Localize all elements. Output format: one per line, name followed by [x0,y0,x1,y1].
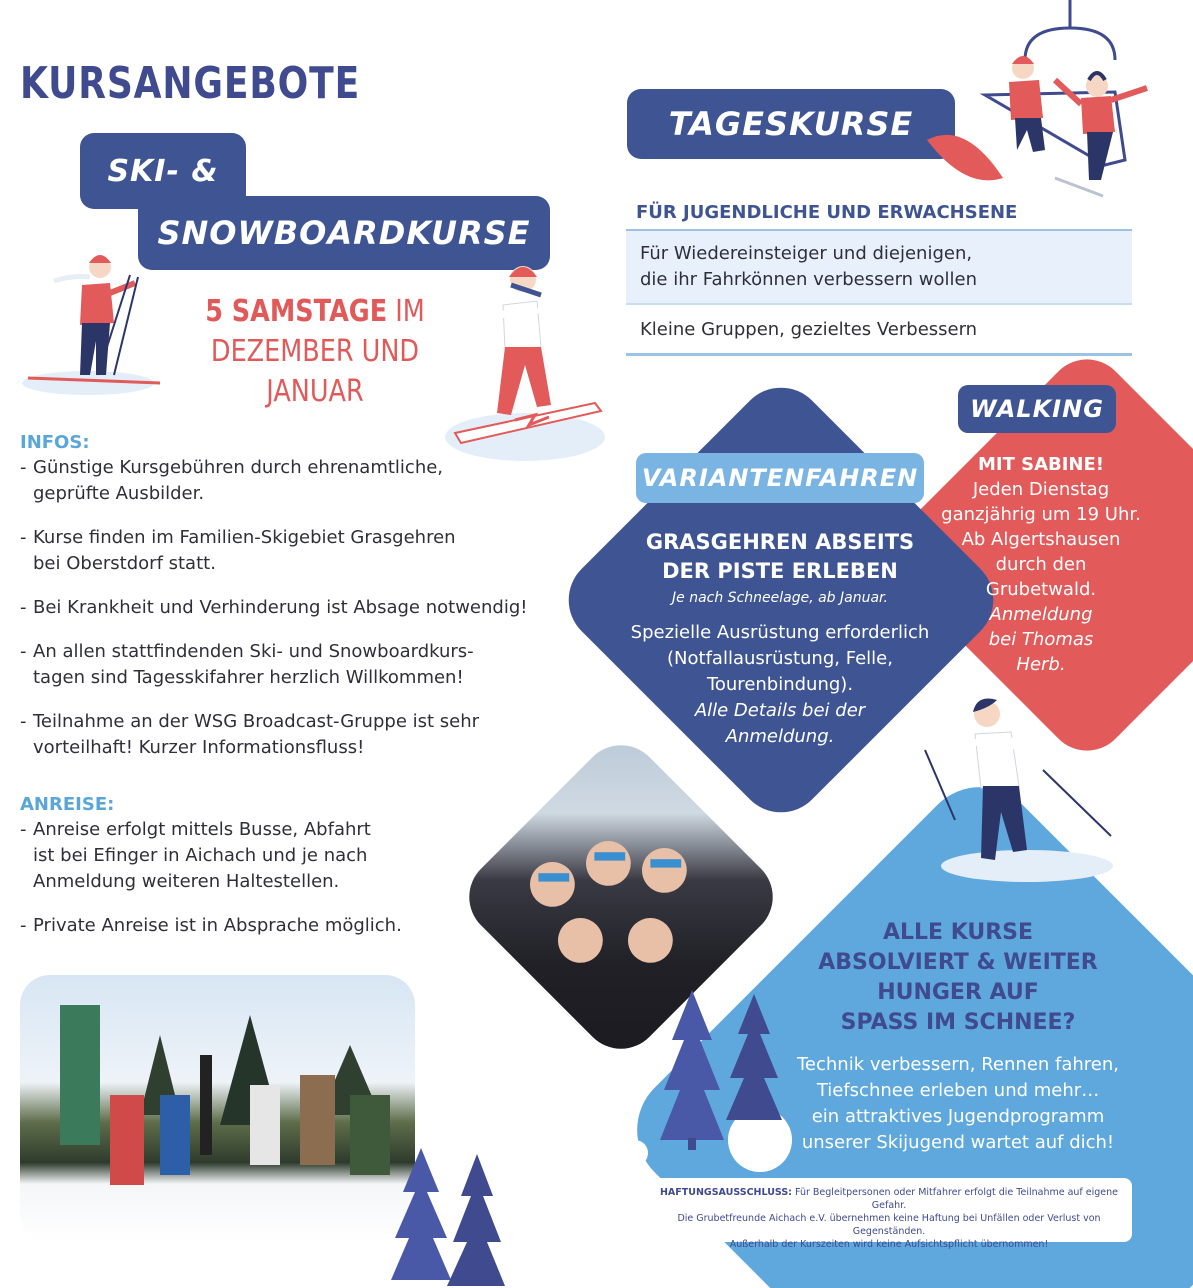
nordic-walker-illustration [915,690,1115,890]
samstage-months: DEZEMBER UND JANUAR [210,334,420,409]
tageskurse-label: TAGESKURSE [627,89,955,159]
walking-l1: MIT SABINE! [977,454,1105,475]
varianten-text [620,528,940,750]
disclaimer-text-2: Die Grubetfreunde Aichach e.V. übernehmen keine Haftung bei Unfällen oder Verlust von Gegenständen. [677,1213,1101,1237]
alle-b2: Tiefschnee erleben und mehr… [816,1080,1100,1101]
skier-illustration [10,245,170,400]
infos-section [20,432,540,779]
tageskurse-row [626,231,1132,305]
alle-t4: SPASS IM SCHNEE? [840,1010,1076,1035]
info-item: - An allen stattfindenden Ski- und Snowboardkurs-tagen sind Tagesskifahrer herzlich Willkommen! [20,639,490,691]
samstage-bold: 5 SAMSTAGE [205,294,388,329]
info-item: - Günstige Kursgebühren durch ehrenamtliche, geprüfte Ausbilder. [20,455,460,507]
info-item: - Teilnahme an der WSG Broadcast-Gruppe ist sehr vorteilhaft! Kurzer Informationsfluss! [20,709,490,761]
info-item: - Kurse finden im Familien-Skigebiet Grasgehren bei Oberstdorf statt. [20,525,470,577]
walking-text [940,452,1142,677]
alle-kurse-title [800,918,1116,1038]
varianten-title-1: GRASGEHREN ABSEITS [645,530,915,554]
snow-mound [622,1140,648,1166]
varianten-italic-1: Alle Details bei der [694,700,866,721]
alle-t2: ABSOLVIERT & WEITER [818,950,1098,975]
anreise-item: - Anreise erfolgt mittels Busse, Abfahrt ist bei Efinger in Aichach und je nach Anmeldung weiteren Haltestellen. [20,817,380,895]
anreise-item: - Private Anreise ist in Absprache möglich. [20,913,440,939]
tageskurse-table [626,196,1132,356]
walking-l2: Jeden Dienstag [972,479,1110,500]
varianten-body-1: Spezielle Ausrüstung erforderlich [630,622,930,643]
walking-l8: bei Thomas [988,629,1094,650]
varianten-body-3: Tourenbindung). [706,674,854,695]
disclaimer-text-3: Außerhalb der Kurszeiten wird keine Aufsichtspflicht übernommen! [729,1239,1049,1250]
alle-t3: HUNGER AUF [877,980,1039,1005]
disclaimer-label: HAFTUNGSAUSSCHLUSS: [659,1187,792,1198]
infos-heading: INFOS: [20,432,90,453]
tree-group-left [385,1130,505,1288]
tageskurse-row2: Kleine Gruppen, gezieltes Verbessern [626,305,1132,356]
disclaimer-box [646,1178,1132,1250]
chairlift-illustration [925,0,1155,200]
walking-l6: Grubetwald. [985,579,1097,600]
walking-l5: durch den [995,554,1087,575]
alle-b1: Technik verbessern, Rennen fahren, [796,1054,1120,1075]
disclaimer-text-1: Für Begleitpersonen oder Mitfahrer erfolgt die Teilnahme auf eigene Gefahr. [792,1187,1119,1211]
alle-b4: unserer Skijugend wartet auf dich! [801,1132,1115,1153]
alle-kurse-body [790,1052,1126,1156]
varianten-body-2: (Notfallausrüstung, Felle, [667,648,893,669]
varianten-italic-2: Anmeldung. [725,726,835,747]
anreise-heading: ANREISE: [20,794,115,815]
varianten-label: VARIANTENFAHREN [636,453,924,503]
samstage-im: IM [387,294,425,329]
info-item: - Bei Krankheit und Verhinderung ist Absage notwendig! [20,595,540,621]
tageskurse-row1-line2: die ihr Fahrkönnen verbessern wollen [640,269,977,290]
tageskurse-row1-line1: Für Wiedereinsteiger und diejenigen, [640,243,973,264]
tageskurse-heading: FÜR JUGENDLICHE UND ERWACHSENE [626,196,1132,231]
ski-group-photo [20,975,415,1243]
walking-label: WALKING [958,385,1116,433]
walking-l3: ganzjährig um 19 Uhr. [941,504,1141,525]
tree-group-right [650,970,790,1150]
snowboardkurse-label: SNOWBOARDKURSE [138,196,550,270]
ski-label: SKI- & [80,133,246,209]
walking-l4: Ab Algertshausen [961,529,1121,550]
alle-b3: ein attraktives Jugendprogramm [811,1106,1105,1127]
anreise-section [20,794,440,957]
varianten-title-2: DER PISTE ERLEBEN [662,559,898,583]
walking-l9: Herb. [1016,654,1066,675]
page-title: KURSANGEBOTE [20,58,361,109]
varianten-sub: Je nach Schneelage, ab Januar. [672,590,888,606]
date-info [175,292,456,412]
walking-l7: Anmeldung [989,604,1093,625]
alle-t1: ALLE KURSE [882,920,1034,945]
